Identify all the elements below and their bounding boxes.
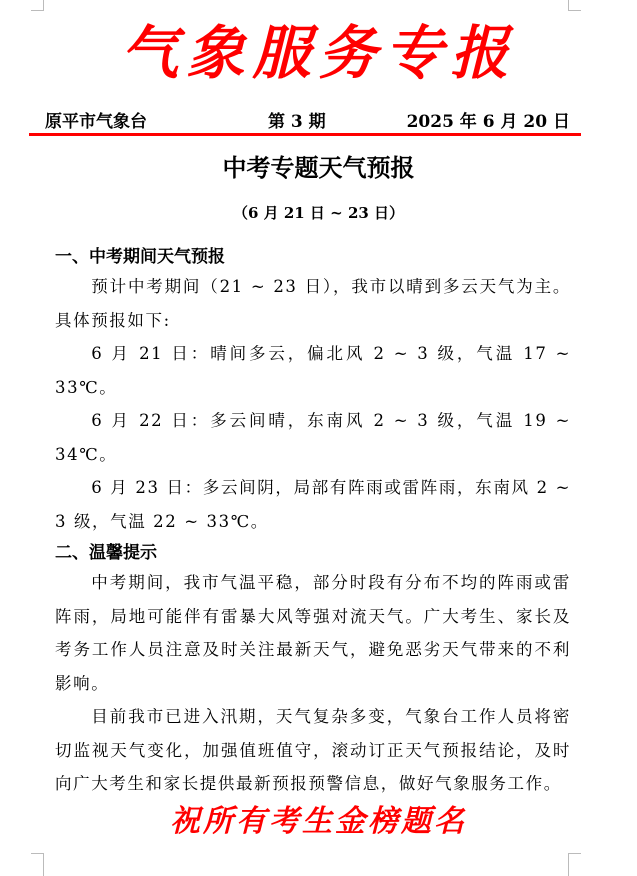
paragraph: 预计中考期间（21 ~ 23 日），我市以晴到多云天气为主。具体预报如下: — [55, 277, 571, 330]
issue-header — [45, 110, 570, 134]
page-corner-mark — [31, 853, 44, 876]
forecast-day: 6 月 23 日：多云间阴，局部有阵雨或雷阵雨，东南风 2 ~ 3 级，气温 22 ~ 33℃。 — [55, 478, 571, 531]
page-corner-mark — [568, 0, 581, 11]
paragraph: 目前我市已进入汛期，天气复杂多变，气象台工作人员将密切监视天气变化，加强值班值守，滚动订正天气预报结论，及时向广大考生和家长提供最新预报预警信息，做好气象服务工作。 — [55, 707, 571, 793]
paragraph: 中考期间，我市气温平稳，部分时段有分布不均的阵雨或雷阵雨，局地可能伴有雷暴大风等强对流天气。广大考生、家长及考务工作人员注意及时关注最新天气，避免恶劣天气带来的不利影响。 — [55, 573, 571, 693]
red-divider — [29, 133, 581, 136]
section-heading: 一、中考期间天气预报 — [55, 247, 225, 267]
document-title: 中考专题天气预报 — [222, 153, 415, 182]
issue-number: 第 3 期 — [267, 112, 326, 132]
issue-date: 2025 年 6 月 20 日 — [406, 112, 570, 132]
document-subtitle: （6 月 21 日 ~ 23 日） — [232, 204, 405, 222]
forecast-day: 6 月 22 日：多云间晴，东南风 2 ~ 3 级，气温 19 ~ 34℃。 — [55, 411, 571, 464]
document-body — [55, 244, 571, 801]
masthead-title: 气象服务专报 — [120, 19, 517, 87]
footer-slogan: 祝所有考生金榜题名 — [170, 804, 467, 839]
section-heading: 二、温馨提示 — [55, 543, 157, 563]
page-corner-mark — [568, 853, 581, 876]
page-corner-mark — [31, 0, 44, 11]
forecast-day: 6 月 21 日：晴间多云，偏北风 2 ~ 3 级，气温 17 ~ 33℃。 — [55, 344, 571, 397]
issuer: 原平市气象台 — [45, 112, 147, 132]
